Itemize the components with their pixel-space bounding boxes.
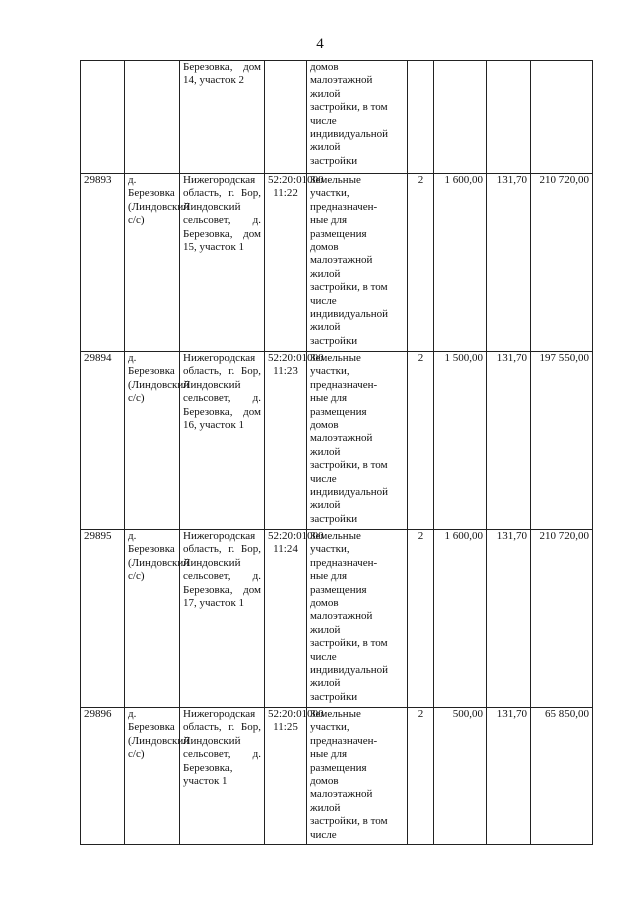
cell-value: 210 720,00 — [531, 530, 593, 708]
cell-number: 29895 — [81, 530, 125, 708]
category-line: застройки — [310, 512, 358, 525]
category-line: домов — [310, 241, 339, 254]
cell-locality: д. Березовка (Линдовский с/с) — [125, 352, 180, 530]
category-line: ные для — [310, 214, 348, 227]
category-line: индивидуальной — [310, 664, 389, 677]
cell-class: 2 — [408, 708, 434, 845]
cell-area: 1 500,00 — [434, 352, 487, 530]
cell-rate — [487, 61, 531, 174]
category-line: участки, — [310, 721, 350, 734]
cell-locality: д. Березовка (Линдовский с/с) — [125, 530, 180, 708]
cell-class — [408, 61, 434, 174]
cell-number: 29893 — [81, 174, 125, 352]
category-line: числе — [310, 294, 337, 307]
cell-rate: 131,70 — [487, 530, 531, 708]
category-line: Земельные — [310, 352, 361, 364]
category-line: участки, — [310, 365, 350, 378]
category-line: малоэтажной — [310, 74, 373, 87]
category-line: жилой — [310, 87, 341, 100]
category-line: размещения — [310, 761, 367, 774]
category-line: индивидуальной — [310, 308, 389, 321]
category-line: Земельные — [310, 530, 361, 542]
cell-address: Нижегородская область, г. Бор, Линдовский сельсовет, д. Березовка, дом 17, участок 1 — [180, 530, 265, 708]
table-row — [81, 708, 593, 845]
cell-cadastral-number — [265, 61, 307, 174]
category-line: малоэтажной — [310, 432, 373, 445]
category-line: жилой — [310, 445, 341, 458]
category-line: ные для — [310, 392, 348, 405]
table-row — [81, 61, 593, 174]
category-line: участки, — [310, 187, 350, 200]
cell-value: 197 550,00 — [531, 352, 593, 530]
category-line: ные для — [310, 570, 348, 583]
cell-class: 2 — [408, 530, 434, 708]
category-line: застройки, в том — [310, 815, 388, 828]
category-line: жилой — [310, 499, 341, 512]
cell-number: 29894 — [81, 352, 125, 530]
cell-land-category — [307, 352, 408, 530]
cell-address: Березовка, дом 14, участок 2 — [180, 61, 265, 174]
category-line: жилой — [310, 677, 341, 690]
page-number: 4 — [316, 36, 324, 52]
category-line: домов — [310, 775, 339, 788]
category-line: малоэтажной — [310, 254, 373, 267]
cell-cadastral-number: 52:20:01000 11:25 — [265, 708, 307, 845]
cell-address: Нижегородская область, г. Бор, Линдовский сельсовет, д. Березовка, дом 16, участок 1 — [180, 352, 265, 530]
category-line: жилой — [310, 141, 341, 154]
category-line: предназначен- — [310, 556, 378, 569]
cell-land-category — [307, 530, 408, 708]
cell-cadastral-number: 52:20:01000 11:22 — [265, 174, 307, 352]
category-line: Земельные — [310, 708, 361, 720]
cell-class: 2 — [408, 352, 434, 530]
cell-locality: д. Березовка (Линдовский с/с) — [125, 708, 180, 845]
category-line: числе — [310, 650, 337, 663]
cell-class: 2 — [408, 174, 434, 352]
cell-area: 1 600,00 — [434, 174, 487, 352]
table-row — [81, 174, 593, 352]
category-line: индивидуальной — [310, 486, 389, 499]
cell-rate: 131,70 — [487, 708, 531, 845]
category-line: застройки — [310, 334, 358, 347]
cell-locality: д. Березовка (Линдовский с/с) — [125, 174, 180, 352]
cell-land-category — [307, 61, 408, 174]
table-row — [81, 352, 593, 530]
table-row — [81, 530, 593, 708]
category-line: числе — [310, 114, 337, 127]
cell-number — [81, 61, 125, 174]
cell-number: 29896 — [81, 708, 125, 845]
cell-rate: 131,70 — [487, 174, 531, 352]
cell-area: 1 600,00 — [434, 530, 487, 708]
cell-value — [531, 61, 593, 174]
cell-land-category — [307, 174, 408, 352]
category-line: числе — [310, 472, 337, 485]
cell-land-category — [307, 708, 408, 845]
cell-locality — [125, 61, 180, 174]
category-line: домов — [310, 419, 339, 432]
cell-rate: 131,70 — [487, 352, 531, 530]
category-line: Земельные — [310, 174, 361, 186]
category-line: предназначен- — [310, 734, 378, 747]
category-line: застройки, в том — [310, 459, 388, 472]
category-line: числе — [310, 828, 337, 841]
category-line: застройки — [310, 154, 358, 167]
cell-value: 210 720,00 — [531, 174, 593, 352]
category-line: застройки, в том — [310, 281, 388, 294]
category-line: размещения — [310, 227, 367, 240]
category-line: застройки — [310, 690, 358, 703]
category-line: малоэтажной — [310, 610, 373, 623]
cell-address: Нижегородская область, г. Бор, Линдовский сельсовет, д. Березовка, участок 1 — [180, 708, 265, 845]
category-line: домов — [310, 597, 339, 610]
category-line: предназначен- — [310, 378, 378, 391]
category-line: домов — [310, 61, 339, 73]
category-line: жилой — [310, 267, 341, 280]
category-line: размещения — [310, 583, 367, 596]
category-line: участки, — [310, 543, 350, 556]
land-registry-table — [80, 60, 593, 845]
cell-area: 500,00 — [434, 708, 487, 845]
category-line: жилой — [310, 623, 341, 636]
category-line: ные для — [310, 748, 348, 761]
category-line: предназначен- — [310, 200, 378, 213]
category-line: малоэтажной — [310, 788, 373, 801]
category-line: индивидуальной — [310, 128, 389, 141]
cell-cadastral-number: 52:20:01000 11:24 — [265, 530, 307, 708]
cell-cadastral-number: 52:20:01000 11:23 — [265, 352, 307, 530]
cell-address: Нижегородская область, г. Бор, Линдовский сельсовет, д. Березовка, дом 15, участок 1 — [180, 174, 265, 352]
cell-area — [434, 61, 487, 174]
category-line: жилой — [310, 801, 341, 814]
category-line: жилой — [310, 321, 341, 334]
category-line: размещения — [310, 405, 367, 418]
cell-value: 65 850,00 — [531, 708, 593, 845]
category-line: застройки, в том — [310, 637, 388, 650]
table-body — [81, 61, 593, 845]
category-line: застройки, в том — [310, 101, 388, 114]
